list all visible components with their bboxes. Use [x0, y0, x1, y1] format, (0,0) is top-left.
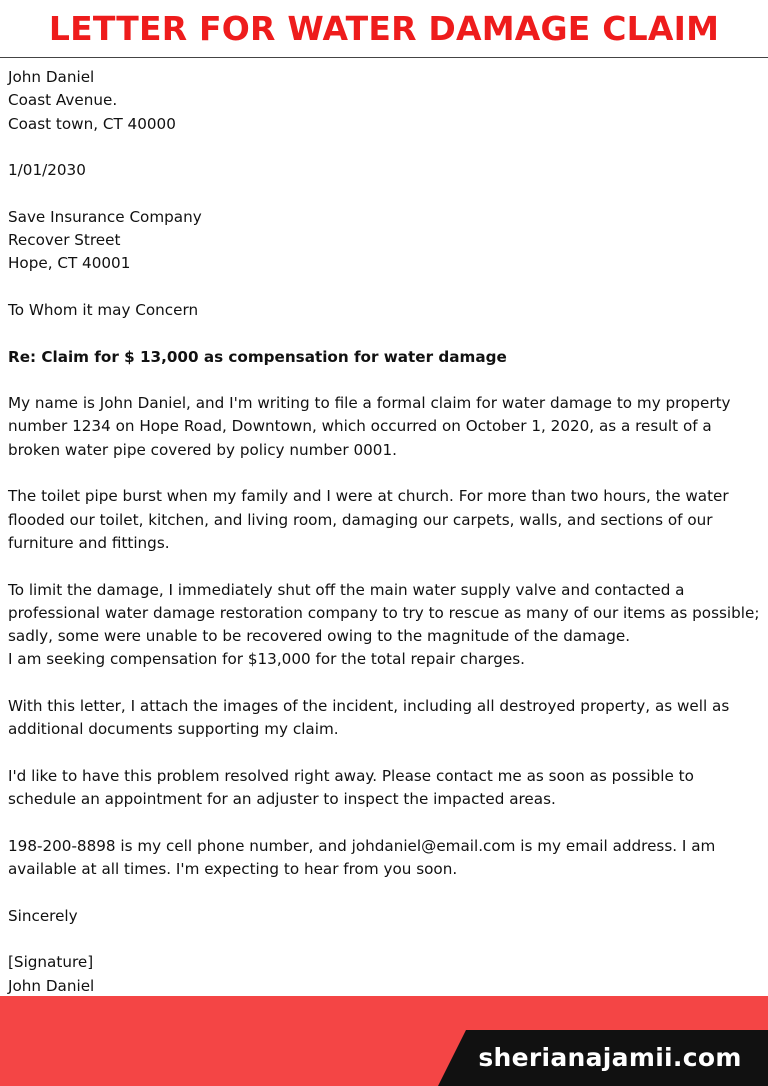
title-divider	[0, 57, 768, 58]
body-paragraph-6: 198-200-8898 is my cell phone number, and johdaniel@email.com is my email address. I am available at all times. I'm expecting to hear from you soon.	[8, 836, 716, 879]
subject-line: Re: Claim for $ 13,000 as compensation for water damage	[8, 347, 507, 366]
sender-address	[8, 66, 760, 136]
body-paragraph-4: With this letter, I attach the images of the incident, including all destroyed property, as well as additional documents supporting my claim.	[8, 697, 730, 739]
letter-body	[8, 66, 760, 1021]
recipient-address	[8, 206, 760, 276]
body-paragraph-3-text: To limit the damage, I immediately shut off the main water supply valve and contacted a professional water damage restoration company to try to rescue as many of our items as possible; sadly, some were unable to be recovered owing to the magnitude of the damage.	[8, 580, 760, 646]
salutation: To Whom it may Concern	[8, 300, 199, 319]
brand-website: sherianajamii.com	[478, 1043, 742, 1072]
recipient-company: Save Insurance Company	[8, 207, 202, 226]
body-paragraph-5: I'd like to have this problem resolved right away. Please contact me as soon as possible to schedule an appointment for an adjuster to inspect the impacted areas.	[8, 766, 694, 809]
closing: Sincerely	[8, 906, 78, 925]
signer-name: John Daniel	[8, 976, 95, 995]
body-paragraph-1: My name is John Daniel, and I'm writing to file a formal claim for water damage to my property number 1234 on Hope Road, Downtown, which occurred on October 1, 2020, as a result of a broken water pipe covered by policy number 0001.	[8, 394, 731, 459]
recipient-street: Recover Street	[8, 231, 121, 250]
body-paragraph-3	[8, 579, 760, 672]
sender-name: John Daniel	[8, 68, 95, 86]
compensation-request: I am seeking compensation for $13,000 for the total repair charges.	[8, 650, 525, 669]
sender-city: Coast town, CT 40000	[8, 114, 176, 133]
signature-placeholder: [Signature]	[8, 953, 94, 972]
signature-block	[8, 951, 760, 998]
sender-street: Coast Avenue.	[8, 91, 118, 110]
document-title: LETTER FOR WATER DAMAGE CLAIM	[48, 9, 720, 48]
body-paragraph-2: The toilet pipe burst when my family and I were at church. For more than two hours, the water flooded our toilet, kitchen, and living room, damaging our carpets, walls, and sections of our furniture and fittings.	[8, 487, 729, 552]
recipient-city: Hope, CT 40001	[8, 254, 131, 273]
letter-date: 1/01/2030	[8, 161, 86, 180]
